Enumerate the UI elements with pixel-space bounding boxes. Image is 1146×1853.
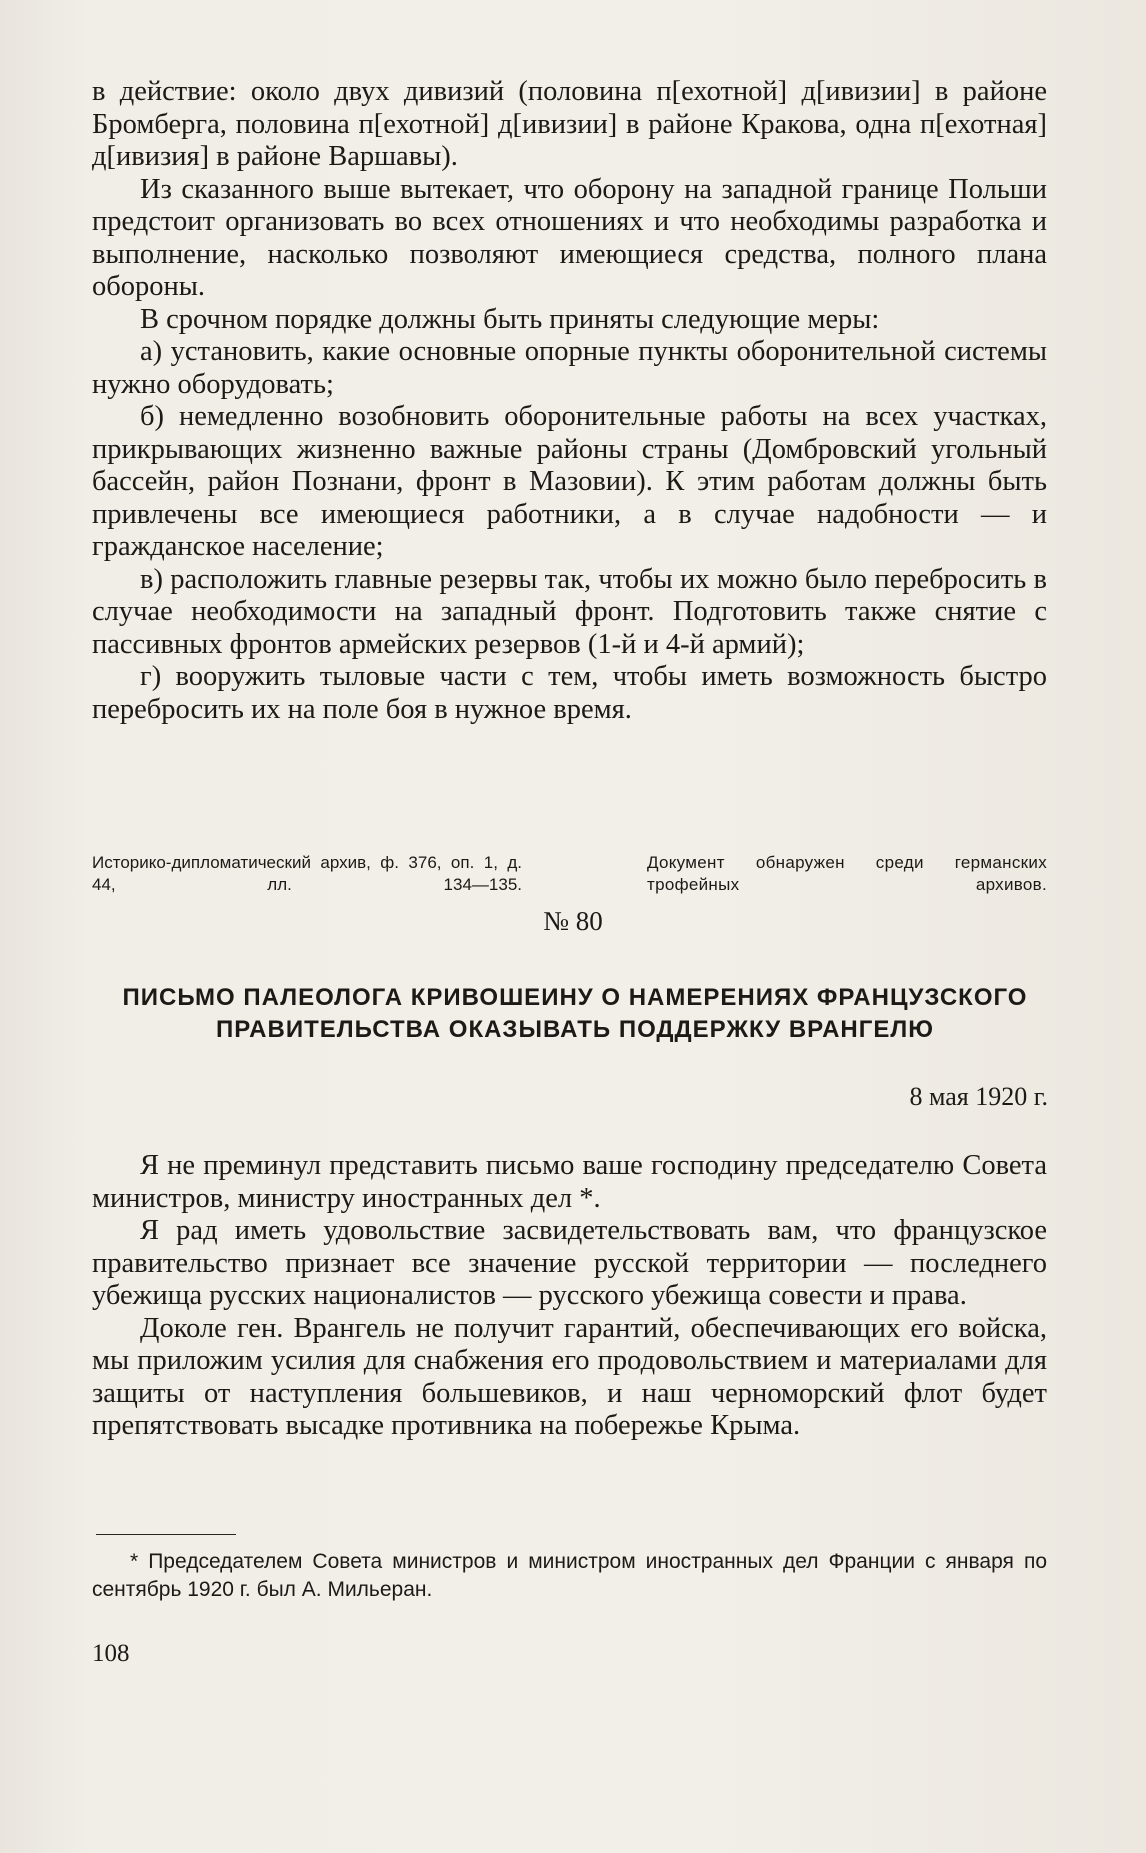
- paragraph-conclusion: Из сказанного выше вытекает, что оборону на западной границе Польши предстоит организовать во всех отношениях и что необходимы разработка и выполнение, насколько позволяют имеющиеся средства, полного плана обороны.: [92, 173, 1047, 302]
- letter-paragraph: Доколе ген. Врангель не получит гарантий, обеспечивающих его войска, мы приложим усилия для снабжения его продовольствием и материалами для защиты от наступления большевиков, и наш черноморский флот будет препятствовать высадке противника на побережье Крыма.: [92, 1312, 1047, 1441]
- archive-reference: Историко-дипломатический архив, ф. 376, оп. 1, д. 44, лл. 134—135.: [92, 853, 522, 894]
- letter-paragraph: Я рад иметь удовольствие засвидетельствовать вам, что французское правительство признает все значение русской территории — последнего убежища русских националистов — русского убежища совести и права.: [92, 1215, 1047, 1311]
- continued-text: [92, 76, 1047, 726]
- discovery-note: Документ обнаружен среди германских трофейных архивов.: [647, 853, 1047, 894]
- source-note: [92, 852, 1047, 896]
- measure-item-g: г) вооружить тыловые части с тем, чтобы иметь возможность быстро перебросить их на поле боя в нужное время.: [92, 661, 1047, 725]
- measure-item-b: б) немедленно возобновить оборонительные работы на всех участках, прикрывающих жизненно важные районы страны (Домбровский угольный бассейн, район Познани, фронт в Мазовии). К этим работам должны быть привлечены все имеющиеся работники, а в случае надобности — и гражданское население;: [92, 401, 1047, 562]
- footnote-divider: [96, 1534, 236, 1535]
- letter-body: [92, 1150, 1047, 1443]
- document-title: ПИСЬМО ПАЛЕОЛОГА КРИВОШЕИНУ О НАМЕРЕНИЯХ ФРАНЦУЗСКОГО ПРАВИТЕЛЬСТВА ОКАЗЫВАТЬ ПОДДЕРЖКУ ВРАНГЕЛЮ: [122, 984, 1028, 1043]
- document-date: 8 мая 1920 г.: [909, 1082, 1048, 1111]
- document-number: № 80: [543, 906, 603, 936]
- paragraph-measures-intro: В срочном порядке должны быть приняты следующие меры:: [140, 303, 880, 335]
- letter-paragraph: Я не преминул представить письмо ваше господину председателю Совета министров, министру иностранных дел *.: [92, 1150, 1047, 1214]
- measure-item-v: в) расположить главные резервы так, чтобы их можно было перебросить в случае необходимости на западный фронт. Подготовить также снятие с пассивных фронтов армейских резервов (1-й и 4-й армий);: [92, 563, 1047, 660]
- paragraph-continuation: в действие: около двух дивизий (половина п[ехотной] д[ивизии] в районе Бромберга, половина п[ехотной] д[ивизии] в районе Кракова, одна п[ехотная] д[ивизия] в районе Варшавы).: [92, 76, 1047, 172]
- footnote: * Председателем Совета министров и министром иностранных дел Франции с января по сентябрь 1920 г. был А. Мильеран.: [92, 1550, 1047, 1601]
- measure-item-a: а) установить, какие основные опорные пункты оборонительной системы нужно оборудовать;: [92, 336, 1047, 400]
- page-number: 108: [92, 1640, 130, 1667]
